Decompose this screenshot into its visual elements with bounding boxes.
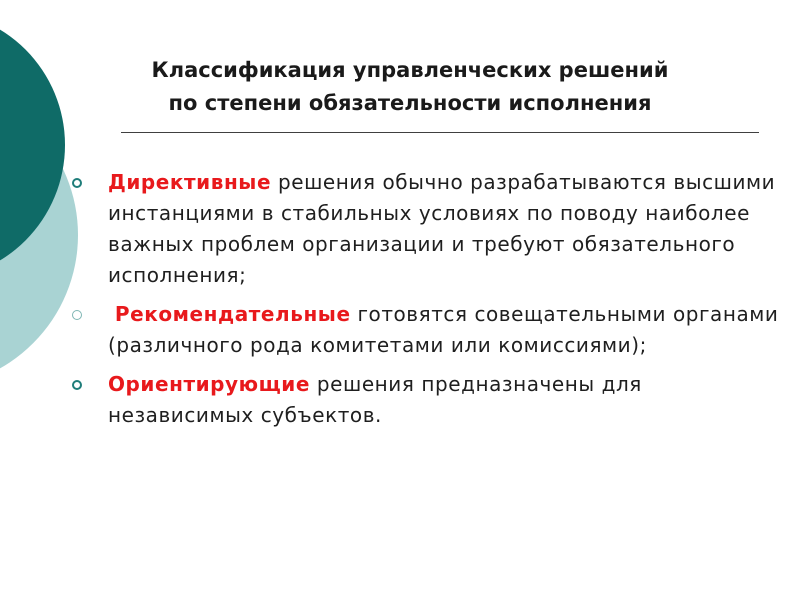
bullet-term: Рекомендательные xyxy=(114,302,351,326)
circle-bullet-icon xyxy=(72,178,82,188)
slide-title xyxy=(80,54,740,120)
circle-bullet-icon xyxy=(72,310,82,320)
bullet-lead-space xyxy=(108,302,115,326)
bullet-item-recommendation xyxy=(72,299,792,361)
title-line-2: по степени обязательности исполнения xyxy=(168,91,652,115)
bullet-item-directive xyxy=(72,167,792,291)
bullet-list xyxy=(72,167,792,439)
title-divider xyxy=(121,132,759,133)
title-line-1: Классификация управленческих решений xyxy=(151,58,669,82)
bullet-text: готовятся совещательными органами (различного рода комитетами или комиссиями); xyxy=(108,302,779,357)
bullet-text: решения обычно разрабатываются высшими инстанциями в стабильных условиях по поводу наиболее важных проблем организации и требуют обязательного исполнения; xyxy=(108,170,776,287)
bullet-term: Ориентирующие xyxy=(108,372,310,396)
bullet-item-orienting xyxy=(72,369,792,431)
bullet-text: решения предназначены для независимых субъектов. xyxy=(108,372,642,427)
circle-bullet-icon xyxy=(72,380,82,390)
bullet-term: Директивные xyxy=(108,170,272,194)
